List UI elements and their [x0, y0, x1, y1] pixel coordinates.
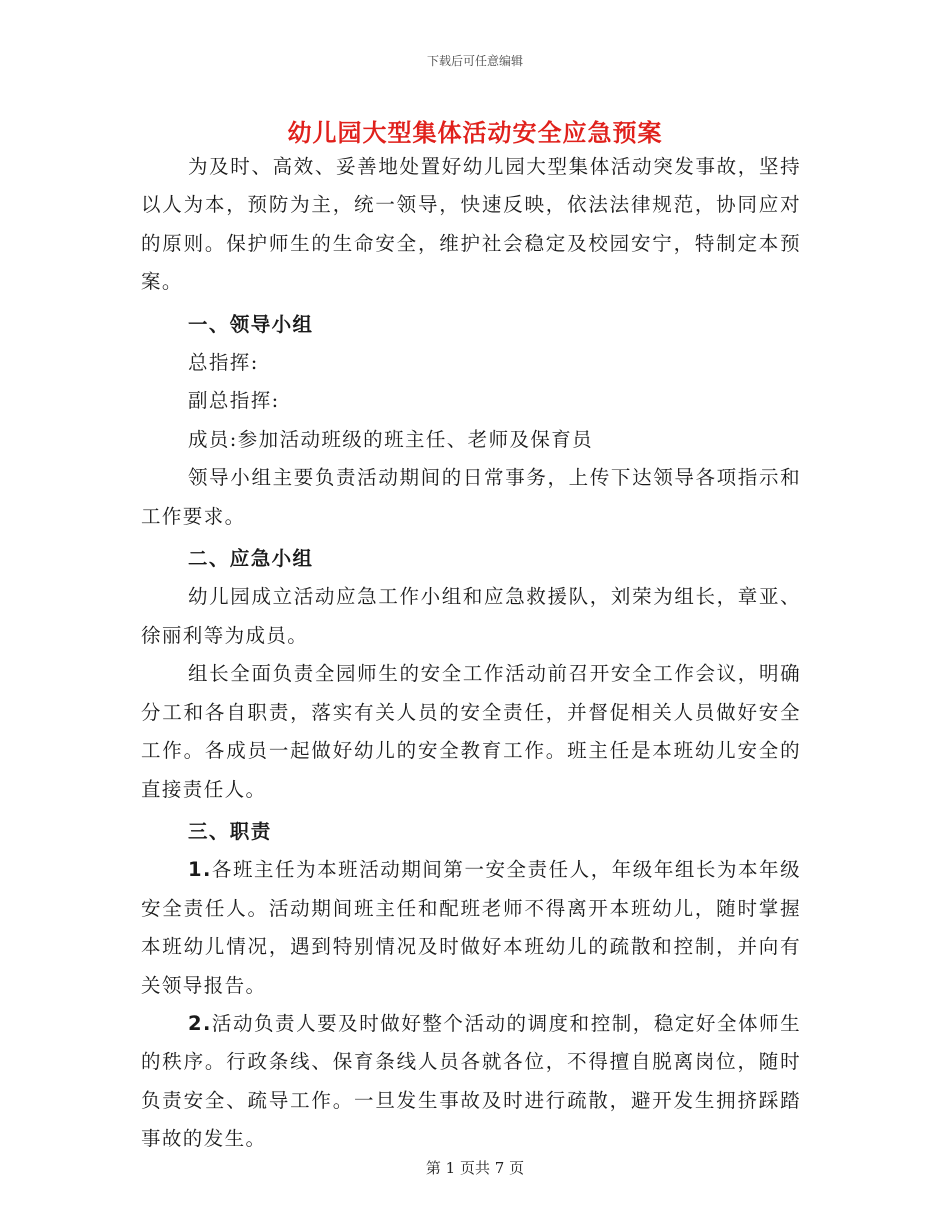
members-line: 成员:参加活动班级的班主任、老师及保育员 — [188, 427, 594, 451]
section2-heading: 二、应急小组 — [188, 547, 314, 571]
duty-item-2-number: 2. — [188, 1011, 212, 1035]
duty-item-2 — [141, 1005, 801, 1159]
section3-heading: 三、职责 — [188, 819, 272, 843]
page-number-footer: 第 1 页共 7 页 — [425, 1159, 525, 1177]
duty-item-1-text: 各班主任为本班活动期间第一安全责任人，年级年组长为本年级安全责任人。活动期间班主任和配班老师不得离开本班幼儿，随时掌握本班幼儿情况，遇到特别情况及时做好本班幼儿的疏散和控制，并向有关领导报告。 — [141, 858, 801, 997]
emergency-team-paragraph: 幼儿园成立活动应急工作小组和应急救援队，刘荣为组长，章亚、徐丽利等为成员。 — [141, 585, 801, 647]
document-body — [141, 148, 801, 1159]
duty-item-1-number: 1. — [188, 858, 212, 882]
commander-line: 总指挥: — [188, 351, 259, 375]
section1-heading: 一、领导小组 — [188, 312, 314, 336]
duty-item-1 — [141, 851, 801, 1005]
leadership-duty-paragraph: 领导小组主要负责活动期间的日常事务，上传下达领导各项指示和工作要求。 — [141, 466, 801, 528]
document-title: 幼儿园大型集体活动安全应急预案 — [287, 119, 663, 147]
team-leader-paragraph: 组长全面负责全园师生的安全工作活动前召开安全工作会议，明确分工和各自职责，落实有关人员的安全责任，并督促相关人员做好安全工作。各成员一起做好幼儿的安全教育工作。班主任是本班幼儿安全的直接责任人。 — [141, 662, 801, 801]
page-header-note: 下载后可任意编辑 — [426, 54, 523, 68]
vice-commander-line: 副总指挥: — [188, 389, 280, 413]
duty-item-2-text: 活动负责人要及时做好整个活动的调度和控制，稳定好全体师生的秩序。行政条线、保育条线人员各就各位，不得擅自脱离岗位，随时负责安全、疏导工作。一旦发生事故及时进行疏散，避开发生拥挤踩踏事故的发生。 — [141, 1011, 801, 1151]
intro-paragraph: 为及时、高效、妥善地处置好幼儿园大型集体活动突发事故，坚持以人为本，预防为主，统一领导，快速反映，依法法律规范，协同应对的原则。保护师生的生命安全，维护社会稳定及校园安宁，特制定本预案。 — [141, 155, 801, 294]
